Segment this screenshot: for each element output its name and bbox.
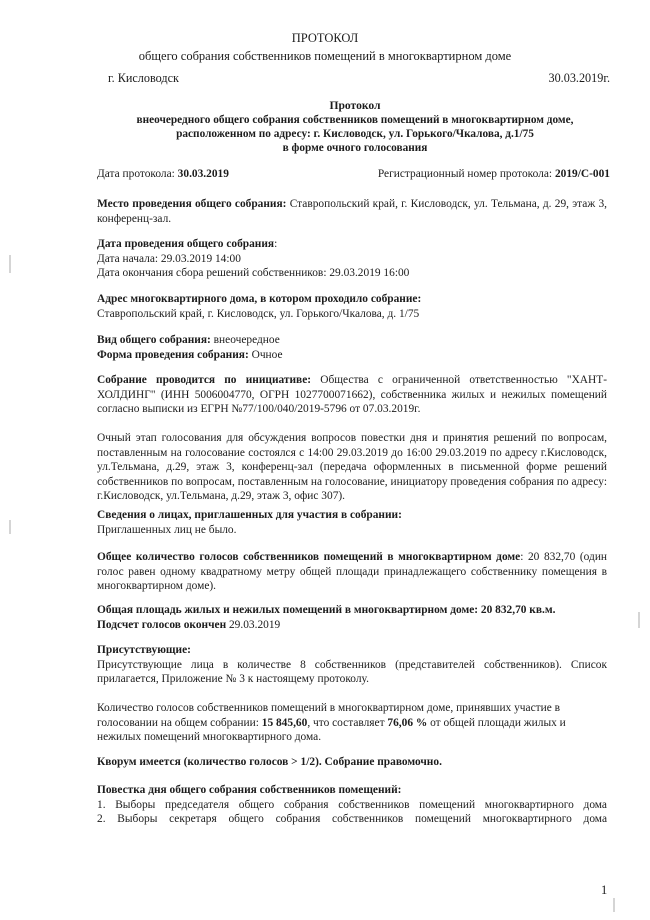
meeting-kind [97, 333, 607, 348]
agenda [97, 783, 607, 827]
total-votes-note: (один голос равен одному квадратному метру общей площади принадлежащего собственнику помещения в многоквартирном доме). [97, 551, 608, 593]
meeting-place [97, 197, 607, 226]
house-address-label: Адрес многоквартирного дома, в котором проходило собрание: [97, 293, 422, 305]
meeting-start-date: Дата начала: 29.03.2019 14:00 [97, 252, 241, 265]
doc-title-line4: в форме очного голосования [282, 142, 428, 154]
present-label: Присутствующие: [97, 644, 191, 656]
page-number: 1 [601, 883, 608, 897]
present [97, 643, 607, 687]
meeting-form-value: Очное [248, 348, 283, 361]
house-address-text: Ставропольский край, г. Кисловодск, ул. Горького/Чкалова, д. 1/75 [97, 307, 420, 320]
scan-mark-bottom [613, 898, 615, 912]
participation-text-c: от общей площади жилых и нежилых помещений многоквартирного дома. [97, 716, 566, 744]
total-votes [97, 550, 607, 594]
participation-text-b: , что составляет [307, 716, 388, 729]
meeting-kind-label: Вид общего собрания: [97, 334, 211, 346]
agenda-item-1: 1. Выборы председателя общего собрания собственников помещений многоквартирного дома [97, 798, 607, 811]
invited-persons [97, 508, 607, 537]
initiator-label: Собрание проводится по инициативе: [97, 374, 312, 386]
meeting-place-label: Место проведения общего собрания: [97, 198, 287, 210]
meeting-end-date: Дата окончания сбора решений собственников: 29.03.2019 16:00 [97, 267, 410, 280]
meeting-form [97, 348, 607, 363]
doc-title-line3: расположенном по адресу: г. Кисловодск, ул. Горького/Чкалова, д.1/75 [176, 128, 534, 140]
initiator-text: Общества с ограниченной ответственностью "ХАНТ-ХОЛДИНГ" (ИНН 5006004770, ОГРН 1027700071662), собственника жилых и нежилых помещений согласно выписки из ЕГРН №77/100/040/2019-5796 от 07.03.2019г. [97, 374, 607, 416]
votes-counted-label: Подсчет голосов окончен [97, 618, 227, 631]
participation-percent: 76,06 % [387, 716, 428, 729]
header-subtitle: общего собрания собственников помещений в многоквартирном доме [138, 49, 512, 63]
protocol-date [97, 168, 229, 180]
header-title: ПРОТОКОЛ [291, 31, 359, 45]
protocol-reg-number [378, 168, 610, 180]
agenda-label: Повестка дня общего собрания собственников помещений: [97, 784, 402, 796]
protocol-date-label: Дата протокола: [97, 168, 178, 180]
meeting-kind-value: внеочередное [210, 334, 280, 346]
protocol-date-value: 30.03.2019 [177, 168, 229, 180]
invited-label: Сведения о лицах, приглашенных для участия в собрании: [97, 509, 402, 521]
total-area-label: Общая площадь жилых и нежилых помещений в многоквартирном доме: 20 832,70 кв.м. [97, 604, 556, 616]
scan-mark-left [9, 520, 11, 534]
total-votes-value: : 20 832,70 [520, 551, 576, 563]
votes-counted [97, 618, 607, 633]
meeting-form-label: Форма проведения собрания: [97, 348, 249, 361]
meeting-dates [97, 237, 607, 281]
doc-title-line2: внеочередного общего собрания собственников помещений в многоквартирном доме, [136, 114, 574, 126]
meeting-dates-label: Дата проведения общего собрания [97, 238, 275, 250]
meeting-dates-heading [97, 237, 607, 252]
scan-mark-left [9, 255, 11, 273]
header-city: г. Кисловодск [108, 71, 179, 85]
reg-number-value: 2019/С-001 [554, 168, 610, 180]
votes-counted-date: 29.03.2019 [226, 618, 281, 631]
quorum: Кворум имеется (количество голосов > 1/2). Собрание правомочно. [97, 756, 442, 768]
meeting-dates-colon: : [274, 238, 278, 250]
scan-mark-right [638, 612, 640, 628]
participation-text-a: Количество голосов собственников помещений в многоквартирном доме, принявших участие в голосовании на общем собрании: [97, 702, 560, 729]
total-area [97, 603, 607, 632]
total-votes-label: Общее количество голосов собственников помещений в многоквартирном доме [97, 551, 521, 563]
meeting-place-text: Ставропольский край, г. Кисловодск, ул. Тельмана, д. 29, этаж 3, конференц-зал. [97, 198, 607, 225]
agenda-item-2: 2. Выборы секретаря общего собрания собственников помещений многоквартирного дома [97, 813, 607, 826]
header-date: 30.03.2019г. [548, 71, 610, 85]
invited-text: Приглашенных лиц не было. [97, 523, 237, 536]
doc-title: Протокол [329, 99, 381, 112]
initiator [97, 373, 607, 417]
house-address [97, 292, 607, 321]
voting-stage: Очный этап голосования для обсуждения вопросов повестки дня и принятия решений по вопросам, поставленным на голосование состоялся с 14:00 29.03.2019 до 16:00 29.03.2019 по адресу г.Кисловодск, ул.Тельмана, д.29, этаж 3, конференц-зал (передача оформленных в письменной форме решений собственников по вопросам, поставленным на голосование, инициатору проведения собрания по адресу: г.Кисловодск, ул.Тельмана, д.29, этаж 3, офис 307). [97, 432, 607, 503]
reg-number-label: Регистрационный номер протокола: [377, 168, 555, 180]
participation [97, 701, 607, 745]
present-text: Присутствующие лица в количестве 8 собственников (представителей собственников). Список прилагается, Приложение № 3 к настоящему протоколу. [97, 658, 607, 686]
participation-votes: 15 845,60 [261, 716, 308, 729]
meeting-type [97, 333, 607, 362]
